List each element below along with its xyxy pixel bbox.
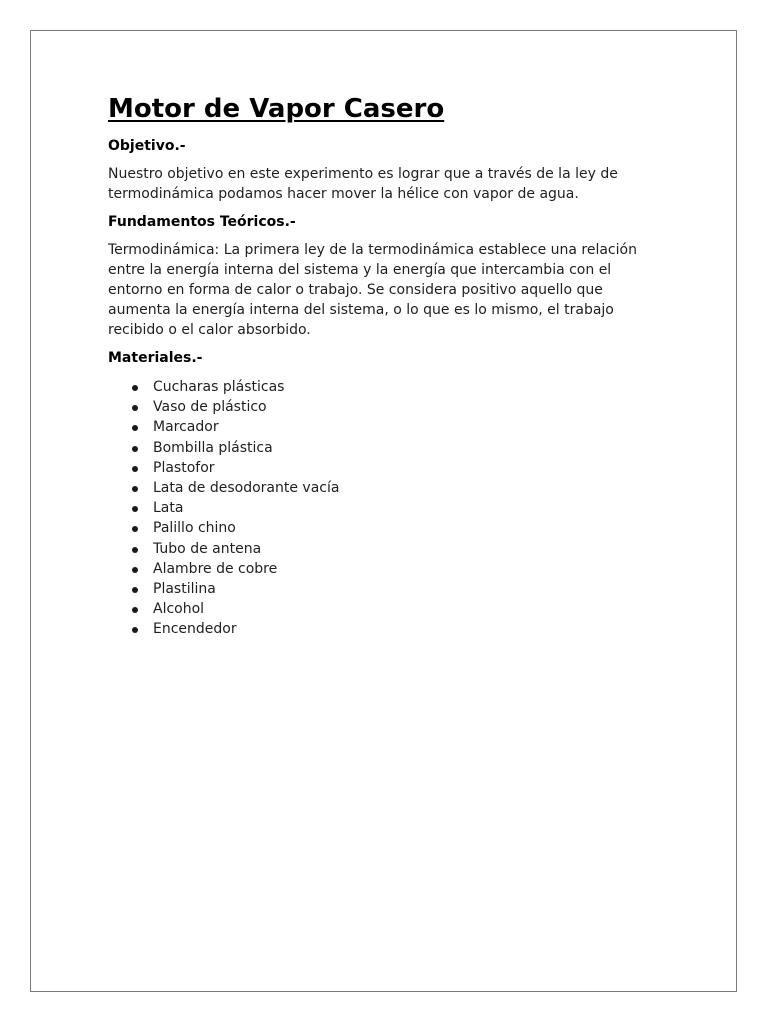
list-item	[108, 397, 668, 417]
list-item	[108, 417, 668, 437]
bullet-icon	[132, 506, 138, 512]
document-title: Motor de Vapor Casero	[108, 94, 445, 124]
document-page	[30, 30, 737, 992]
bullet-icon	[132, 446, 138, 452]
section-text-objetivo: Nuestro objetivo en este experimento es lograr que a través de la ley de termodinámica podamos hacer mover la hélice con vapor de agua.	[108, 166, 618, 202]
list-item	[108, 458, 668, 478]
list-item-label: Lata	[153, 500, 184, 517]
section-heading-objetivo: Objetivo.-	[108, 138, 186, 154]
list-item	[108, 478, 668, 498]
list-item-label: Encendedor	[153, 621, 237, 638]
list-item-label: Tubo de antena	[153, 540, 262, 557]
list-item	[108, 619, 668, 639]
list-item-label: Plastofor	[153, 459, 215, 476]
bullet-icon	[132, 547, 138, 553]
list-item	[108, 438, 668, 458]
section-heading-materiales: Materiales.-	[108, 350, 203, 366]
bullet-icon	[132, 385, 138, 391]
list-item	[108, 559, 668, 579]
section-text-fundamentos: Termodinámica: La primera ley de la termodinámica establece una relación entre la energía interna del sistema y la energía que intercambia con el entorno en forma de calor o trabajo. Se considera positivo aquello que aumenta la energía interna del sistema, o lo que es lo mismo, el trabajo recibido o el calor absorbido.	[108, 242, 637, 338]
list-item-label: Plastilina	[153, 581, 216, 598]
materials-list	[108, 377, 668, 640]
list-item	[108, 599, 668, 619]
bullet-icon	[132, 607, 138, 613]
bullet-icon	[132, 486, 138, 492]
section-heading-fundamentos: Fundamentos Teóricos.-	[108, 214, 296, 230]
list-item-label: Lata de desodorante vacía	[153, 480, 340, 497]
bullet-icon	[132, 587, 138, 593]
list-item-label: Palillo chino	[153, 520, 236, 537]
bullet-icon	[132, 425, 138, 431]
bullet-icon	[132, 466, 138, 472]
list-item	[108, 377, 668, 397]
list-item-label: Marcador	[153, 419, 219, 436]
bullet-icon	[132, 405, 138, 411]
list-item-label: Bombilla plástica	[153, 439, 273, 456]
list-item-label: Vaso de plástico	[153, 399, 267, 416]
list-item	[108, 518, 668, 538]
list-item	[108, 539, 668, 559]
list-item	[108, 498, 668, 518]
list-item-label: Cucharas plásticas	[153, 379, 285, 395]
bullet-icon	[132, 526, 138, 532]
list-item	[108, 579, 668, 599]
list-item-label: Alcohol	[153, 601, 205, 618]
bullet-icon	[132, 627, 138, 633]
list-item-label: Alambre de cobre	[153, 560, 278, 577]
document-content	[108, 91, 668, 640]
bullet-icon	[132, 567, 138, 573]
